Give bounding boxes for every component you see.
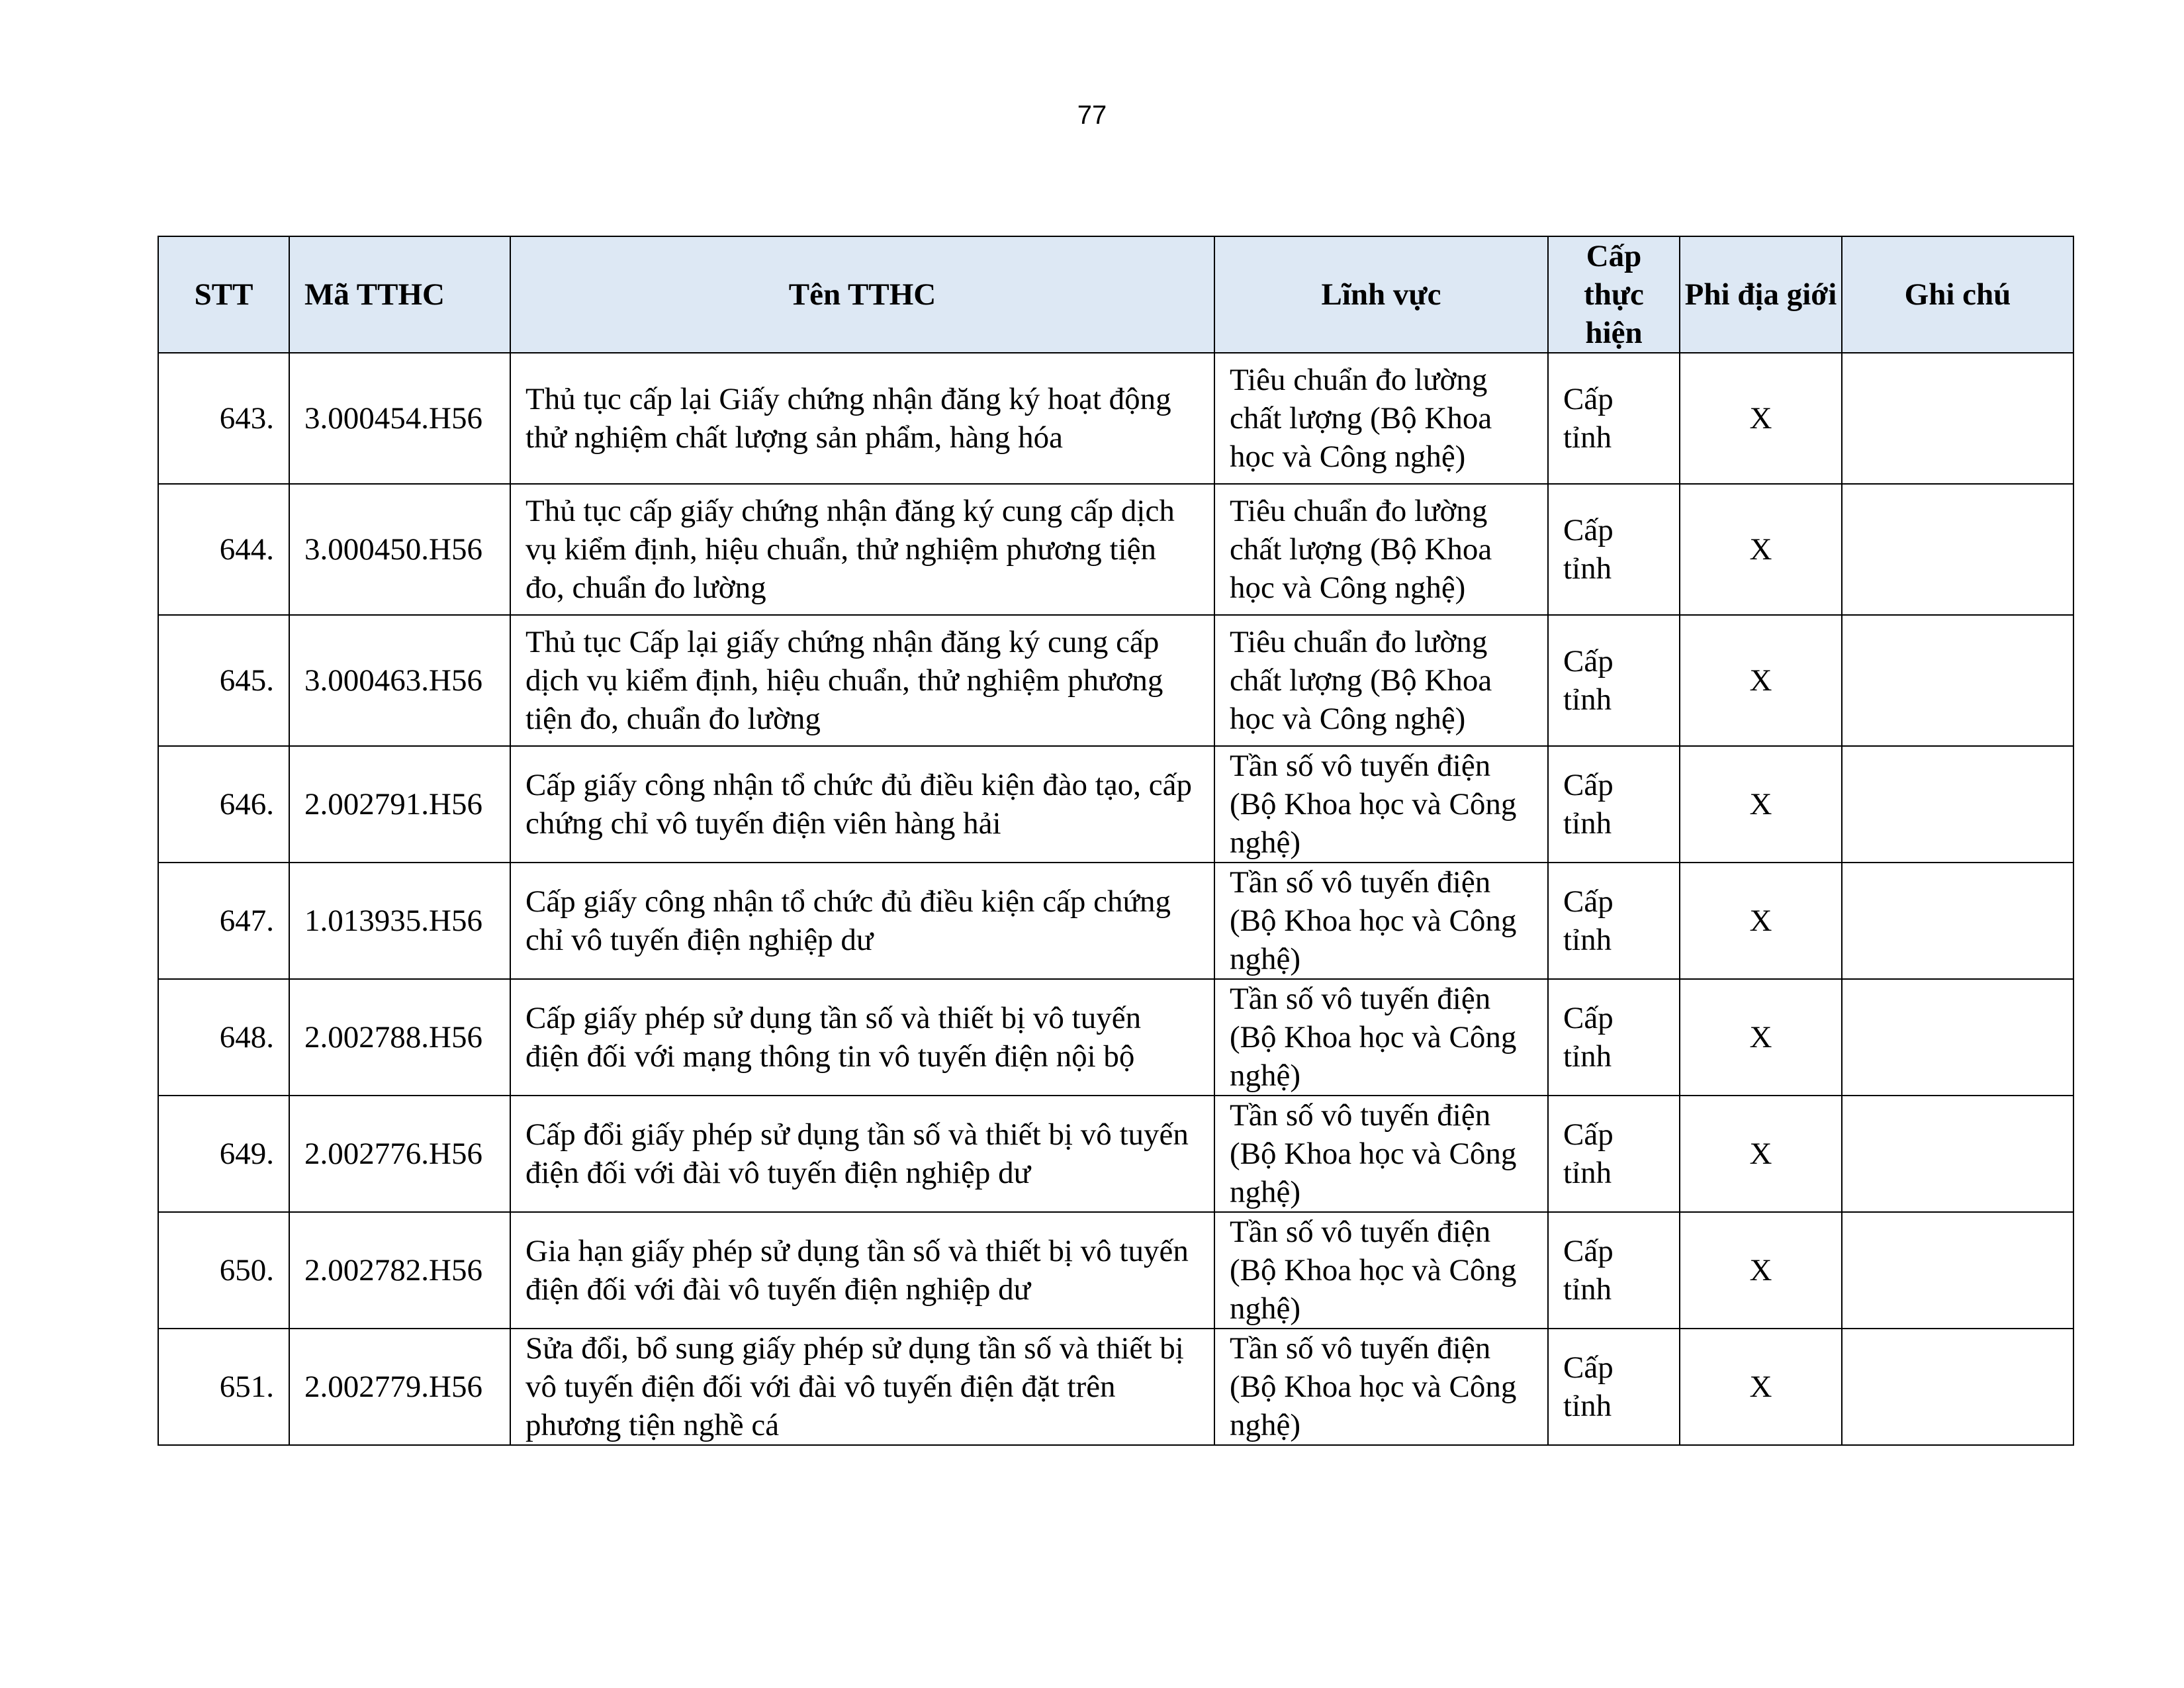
cell-stt: 651. xyxy=(158,1329,289,1445)
page-number: 77 xyxy=(1077,101,1107,130)
cell-field: Tần số vô tuyến điện (Bộ Khoa học và Công nghệ) xyxy=(1214,1212,1548,1329)
cell-name: Cấp giấy công nhận tổ chức đủ điều kiện cấp chứng chỉ vô tuyến điện nghiệp dư xyxy=(510,863,1214,979)
cell-level: Cấp tỉnh xyxy=(1548,1212,1680,1329)
cell-note xyxy=(1842,615,2073,746)
cell-stt: 648. xyxy=(158,979,289,1096)
cell-note xyxy=(1842,1212,2073,1329)
procedures-table xyxy=(158,236,2074,1446)
table-row xyxy=(158,484,2073,615)
cell-level: Cấp tỉnh xyxy=(1548,1329,1680,1445)
cell-stt: 645. xyxy=(158,615,289,746)
cell-field: Tiêu chuẩn đo lường chất lượng (Bộ Khoa học và Công nghệ) xyxy=(1214,484,1548,615)
table-row xyxy=(158,615,2073,746)
table-row xyxy=(158,1212,2073,1329)
cell-non-boundary: X xyxy=(1680,1329,1842,1445)
cell-non-boundary: X xyxy=(1680,863,1842,979)
header-level: Cấp thực hiện xyxy=(1548,236,1680,353)
cell-note xyxy=(1842,484,2073,615)
cell-field: Tần số vô tuyến điện (Bộ Khoa học và Công nghệ) xyxy=(1214,746,1548,863)
table-row xyxy=(158,1329,2073,1445)
cell-code: 1.013935.H56 xyxy=(289,863,510,979)
cell-field: Tần số vô tuyến điện (Bộ Khoa học và Công nghệ) xyxy=(1214,863,1548,979)
table-row xyxy=(158,353,2073,484)
cell-non-boundary: X xyxy=(1680,979,1842,1096)
cell-field: Tần số vô tuyến điện (Bộ Khoa học và Công nghệ) xyxy=(1214,979,1548,1096)
table-row xyxy=(158,746,2073,863)
cell-level: Cấp tỉnh xyxy=(1548,484,1680,615)
cell-level: Cấp tỉnh xyxy=(1548,863,1680,979)
cell-note xyxy=(1842,353,2073,484)
cell-non-boundary: X xyxy=(1680,1096,1842,1212)
table-row xyxy=(158,1096,2073,1212)
cell-stt: 650. xyxy=(158,1212,289,1329)
header-stt: STT xyxy=(158,236,289,353)
header-field: Lĩnh vực xyxy=(1214,236,1548,353)
cell-level: Cấp tỉnh xyxy=(1548,615,1680,746)
cell-name: Cấp giấy phép sử dụng tần số và thiết bị vô tuyến điện đối với mạng thông tin vô tuyến điện nội bộ xyxy=(510,979,1214,1096)
cell-stt: 646. xyxy=(158,746,289,863)
cell-code: 3.000454.H56 xyxy=(289,353,510,484)
cell-level: Cấp tỉnh xyxy=(1548,353,1680,484)
table-header-row xyxy=(158,236,2073,353)
cell-note xyxy=(1842,979,2073,1096)
cell-stt: 649. xyxy=(158,1096,289,1212)
cell-non-boundary: X xyxy=(1680,615,1842,746)
cell-field: Tiêu chuẩn đo lường chất lượng (Bộ Khoa học và Công nghệ) xyxy=(1214,615,1548,746)
cell-code: 3.000450.H56 xyxy=(289,484,510,615)
cell-non-boundary: X xyxy=(1680,484,1842,615)
cell-name: Thủ tục Cấp lại giấy chứng nhận đăng ký cung cấp dịch vụ kiểm định, hiệu chuẩn, thử nghiệm phương tiện đo, chuẩn đo lường xyxy=(510,615,1214,746)
cell-code: 3.000463.H56 xyxy=(289,615,510,746)
cell-name: Thủ tục cấp giấy chứng nhận đăng ký cung cấp dịch vụ kiểm định, hiệu chuẩn, thử nghiệm phương tiện đo, chuẩn đo lường xyxy=(510,484,1214,615)
cell-non-boundary: X xyxy=(1680,1212,1842,1329)
table-row xyxy=(158,979,2073,1096)
cell-code: 2.002782.H56 xyxy=(289,1212,510,1329)
cell-field: Tần số vô tuyến điện (Bộ Khoa học và Công nghệ) xyxy=(1214,1096,1548,1212)
cell-name: Sửa đổi, bổ sung giấy phép sử dụng tần số và thiết bị vô tuyến điện đối với đài vô tuyến điện đặt trên phương tiện nghề cá xyxy=(510,1329,1214,1445)
cell-name: Cấp giấy công nhận tổ chức đủ điều kiện đào tạo, cấp chứng chỉ vô tuyến điện viên hàng hải xyxy=(510,746,1214,863)
header-non-boundary: Phi địa giới xyxy=(1680,236,1842,353)
table-row xyxy=(158,863,2073,979)
cell-note xyxy=(1842,1096,2073,1212)
header-name: Tên TTHC xyxy=(510,236,1214,353)
cell-non-boundary: X xyxy=(1680,746,1842,863)
cell-level: Cấp tỉnh xyxy=(1548,1096,1680,1212)
cell-name: Thủ tục cấp lại Giấy chứng nhận đăng ký hoạt động thử nghiệm chất lượng sản phẩm, hàng hóa xyxy=(510,353,1214,484)
cell-field: Tần số vô tuyến điện (Bộ Khoa học và Công nghệ) xyxy=(1214,1329,1548,1445)
cell-code: 2.002779.H56 xyxy=(289,1329,510,1445)
cell-level: Cấp tỉnh xyxy=(1548,746,1680,863)
cell-code: 2.002788.H56 xyxy=(289,979,510,1096)
cell-non-boundary: X xyxy=(1680,353,1842,484)
cell-note xyxy=(1842,746,2073,863)
cell-code: 2.002791.H56 xyxy=(289,746,510,863)
cell-field: Tiêu chuẩn đo lường chất lượng (Bộ Khoa học và Công nghệ) xyxy=(1214,353,1548,484)
cell-note xyxy=(1842,1329,2073,1445)
header-note: Ghi chú xyxy=(1842,236,2073,353)
cell-stt: 643. xyxy=(158,353,289,484)
header-code: Mã TTHC xyxy=(289,236,510,353)
cell-name: Cấp đổi giấy phép sử dụng tần số và thiết bị vô tuyến điện đối với đài vô tuyến điện nghiệp dư xyxy=(510,1096,1214,1212)
cell-note xyxy=(1842,863,2073,979)
cell-code: 2.002776.H56 xyxy=(289,1096,510,1212)
cell-stt: 644. xyxy=(158,484,289,615)
cell-stt: 647. xyxy=(158,863,289,979)
cell-level: Cấp tỉnh xyxy=(1548,979,1680,1096)
cell-name: Gia hạn giấy phép sử dụng tần số và thiết bị vô tuyến điện đối với đài vô tuyến điện nghiệp dư xyxy=(510,1212,1214,1329)
